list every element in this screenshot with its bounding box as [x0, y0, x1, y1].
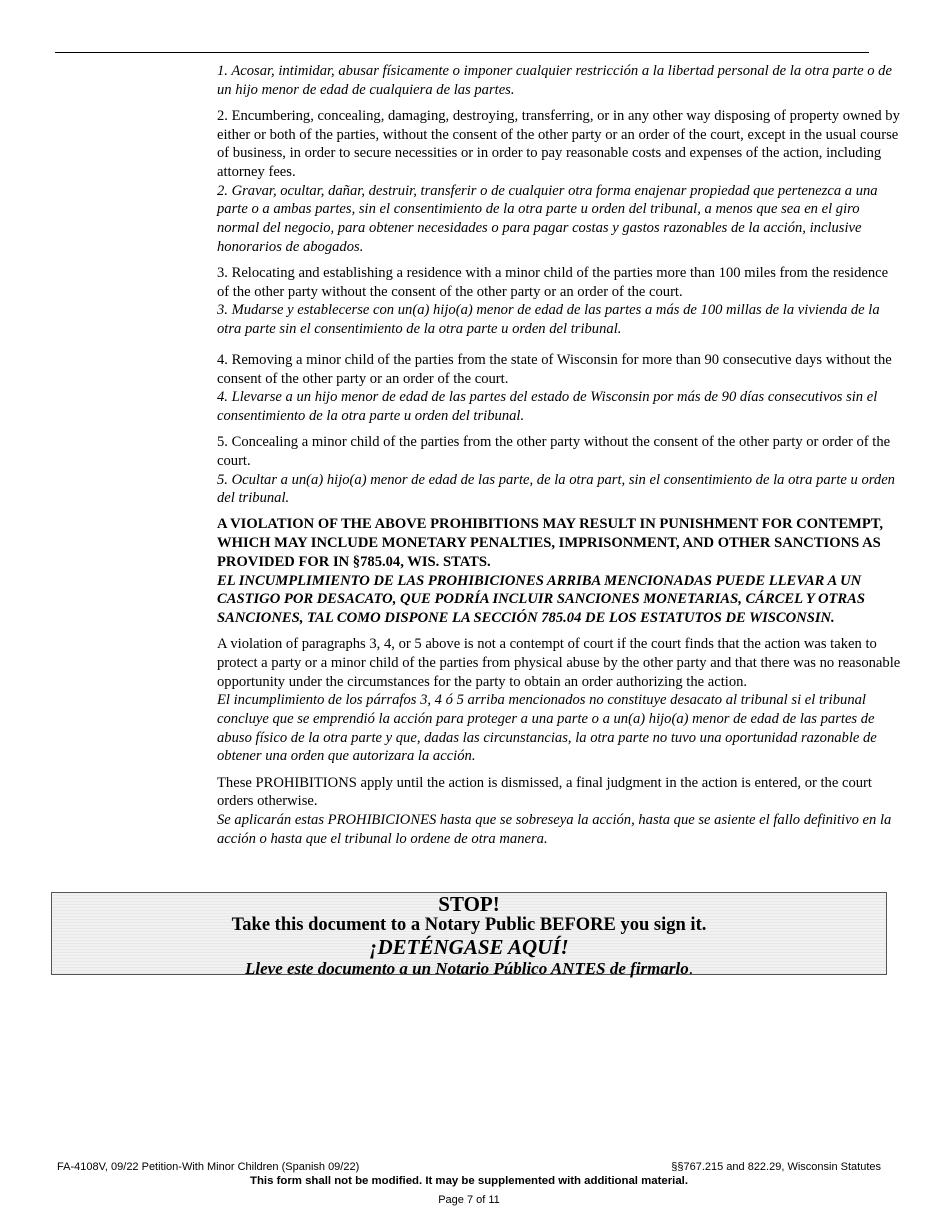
- notary-stop-box: [51, 892, 887, 978]
- statute-reference: §§767.215 and 822.29, Wisconsin Statutes: [671, 1161, 881, 1173]
- abuse-exception-spanish: El incumplimiento de los párrafos 3, 4 ó 5 arriba mencionados no constituye desacato al tribunal si el tribunal concluye que se emprendió la acción para proteger a una parte o a un(a) hijo(a) menor de edad de las partes de abuso físico de la otra parte y que, dadas las circunstancias, la otra parte no tuvo una oportunidad razonable de obtener una orden que autorizara la acción.: [217, 692, 877, 765]
- prohibition-3-english: 3. Relocating and establishing a residence with a minor child of the parties more than 100 miles from the residence of the other party without the consent of the other party or an order of the court.: [217, 265, 889, 300]
- prohibition-5-english: 5. Concealing a minor child of the parties from the other party without the consent of the other party or order of the court.: [217, 434, 891, 469]
- prohibition-5: [217, 433, 901, 508]
- top-divider: [55, 52, 869, 53]
- stop-instruction-period: .: [688, 959, 693, 978]
- modification-notice: This form shall not be modified. It may be supplemented with additional material.: [250, 1175, 688, 1187]
- stop-instruction-english: Take this document to a Notary Public BEFORE you sign it.: [231, 915, 707, 935]
- footer-top-row: [57, 1160, 881, 1174]
- prohibitions-duration-english: These PROHIBITIONS apply until the action is dismissed, a final judgment in the action is entered, or the court orders otherwise.: [217, 774, 872, 810]
- prohibition-4-spanish: 4. Llevarse a un hijo menor de edad de las partes del estado de Wisconsin por más de 90 días consecutivos sin el consentimiento de la otra parte u orden del tribunal.: [217, 389, 878, 424]
- prohibitions-duration: [217, 774, 901, 849]
- prohibition-5-spanish: 5. Ocultar a un(a) hijo(a) menor de edad de las parte, de la otra part, sin el consentimiento de la otra parte u orden del tribunal.: [217, 471, 895, 507]
- stop-instruction-spanish: Lleve este documento a un Notario Público ANTES de firmarlo: [245, 959, 689, 978]
- prohibition-3-spanish: 3. Mudarse y establecerse con un(a) hijo(a) menor de edad de las partes a más de 100 millas de la vivienda de la otra parte sin el consentimiento de la otra parte u orden del tribunal.: [217, 302, 880, 338]
- page-number: Page 7 of 11: [438, 1194, 500, 1206]
- prohibition-1: [217, 62, 901, 99]
- prohibition-3: [217, 264, 901, 339]
- contempt-warning-spanish: EL INCUMPLIMIENTO DE LAS PROHIBICIONES ARRIBA MENCIONADAS PUEDE LLEVAR A UN CASTIGO POR DESACATO, QUE PODRÍA INCLUIR SANCIONES MONETARIAS, CÁRCEL Y OTRAS SANCIONES, TAL COMO DISPONE LA SECCIÓN 785.04 DE LOS ESTATUTOS DE WISCONSIN.: [217, 572, 865, 626]
- prohibitions-body: [217, 62, 901, 856]
- page-footer: [57, 1160, 881, 1207]
- prohibition-4-english: 4. Removing a minor child of the parties from the state of Wisconsin for more than 90 consecutive days without the consent of the other party or an order of the court.: [217, 351, 892, 387]
- prohibitions-duration-spanish: Se aplicarán estas PROHIBICIONES hasta que se sobreseya la acción, hasta que se asiente el fallo definitivo en la acción o hasta que el tribunal lo ordene de otra manera.: [217, 812, 892, 847]
- prohibition-4: [217, 351, 901, 426]
- abuse-exception-english: A violation of paragraphs 3, 4, or 5 above is not a contempt of court if the court finds that the action was taken to protect a party or a minor child of the parties from physical abuse by the other party and that there was no reasonable opportunity under the circumstances for the party to obtain an order authorizing the action.: [217, 636, 901, 690]
- form-id: FA-4108V, 09/22 Petition-With Minor Children (Spanish 09/22): [57, 1161, 360, 1173]
- abuse-exception: [217, 635, 901, 766]
- contempt-warning: [217, 515, 901, 627]
- prohibition-2-spanish: 2. Gravar, ocultar, dañar, destruir, transferir o de cualquier otra forma enajenar propiedad que pertenezca a una parte o a ambas partes, sin el consentimiento de la otra parte u orden del tribunal, a menos que sea en el giro normal del negocio, para obtener necesidades o para pagar costas y gastos razonables de la acción, inclusive honorarios de abogados.: [217, 182, 878, 255]
- contempt-warning-english: A VIOLATION OF THE ABOVE PROHIBITIONS MAY RESULT IN PUNISHMENT FOR CONTEMPT, WHICH MAY INCLUDE MONETARY PENALTIES, IMPRISONMENT, AND OTHER SANCTIONS AS PROVIDED FOR IN §785.04, WIS. STATS.: [217, 516, 884, 570]
- stop-title: STOP!: [438, 892, 500, 916]
- prohibition-2-english: 2. Encumbering, concealing, damaging, destroying, transferring, or in any other way disposing of property owned by either or both of the parties, without the consent of the other party or an order of the court, except in the usual course of business, in order to secure necessities or in order to pay reasonable costs and expenses of the action, including attorney fees.: [217, 107, 900, 181]
- stop-title-spanish: ¡DETÉNGASE AQUÍ!: [369, 935, 569, 959]
- prohibition-1-spanish: 1. Acosar, intimidar, abusar físicamente o imponer cualquier restricción a la libertad personal de la otra parte o de un hijo menor de edad de cualquiera de las partes.: [217, 63, 892, 98]
- prohibition-2: [217, 107, 901, 257]
- stop-instruction-spanish-line: [52, 959, 886, 979]
